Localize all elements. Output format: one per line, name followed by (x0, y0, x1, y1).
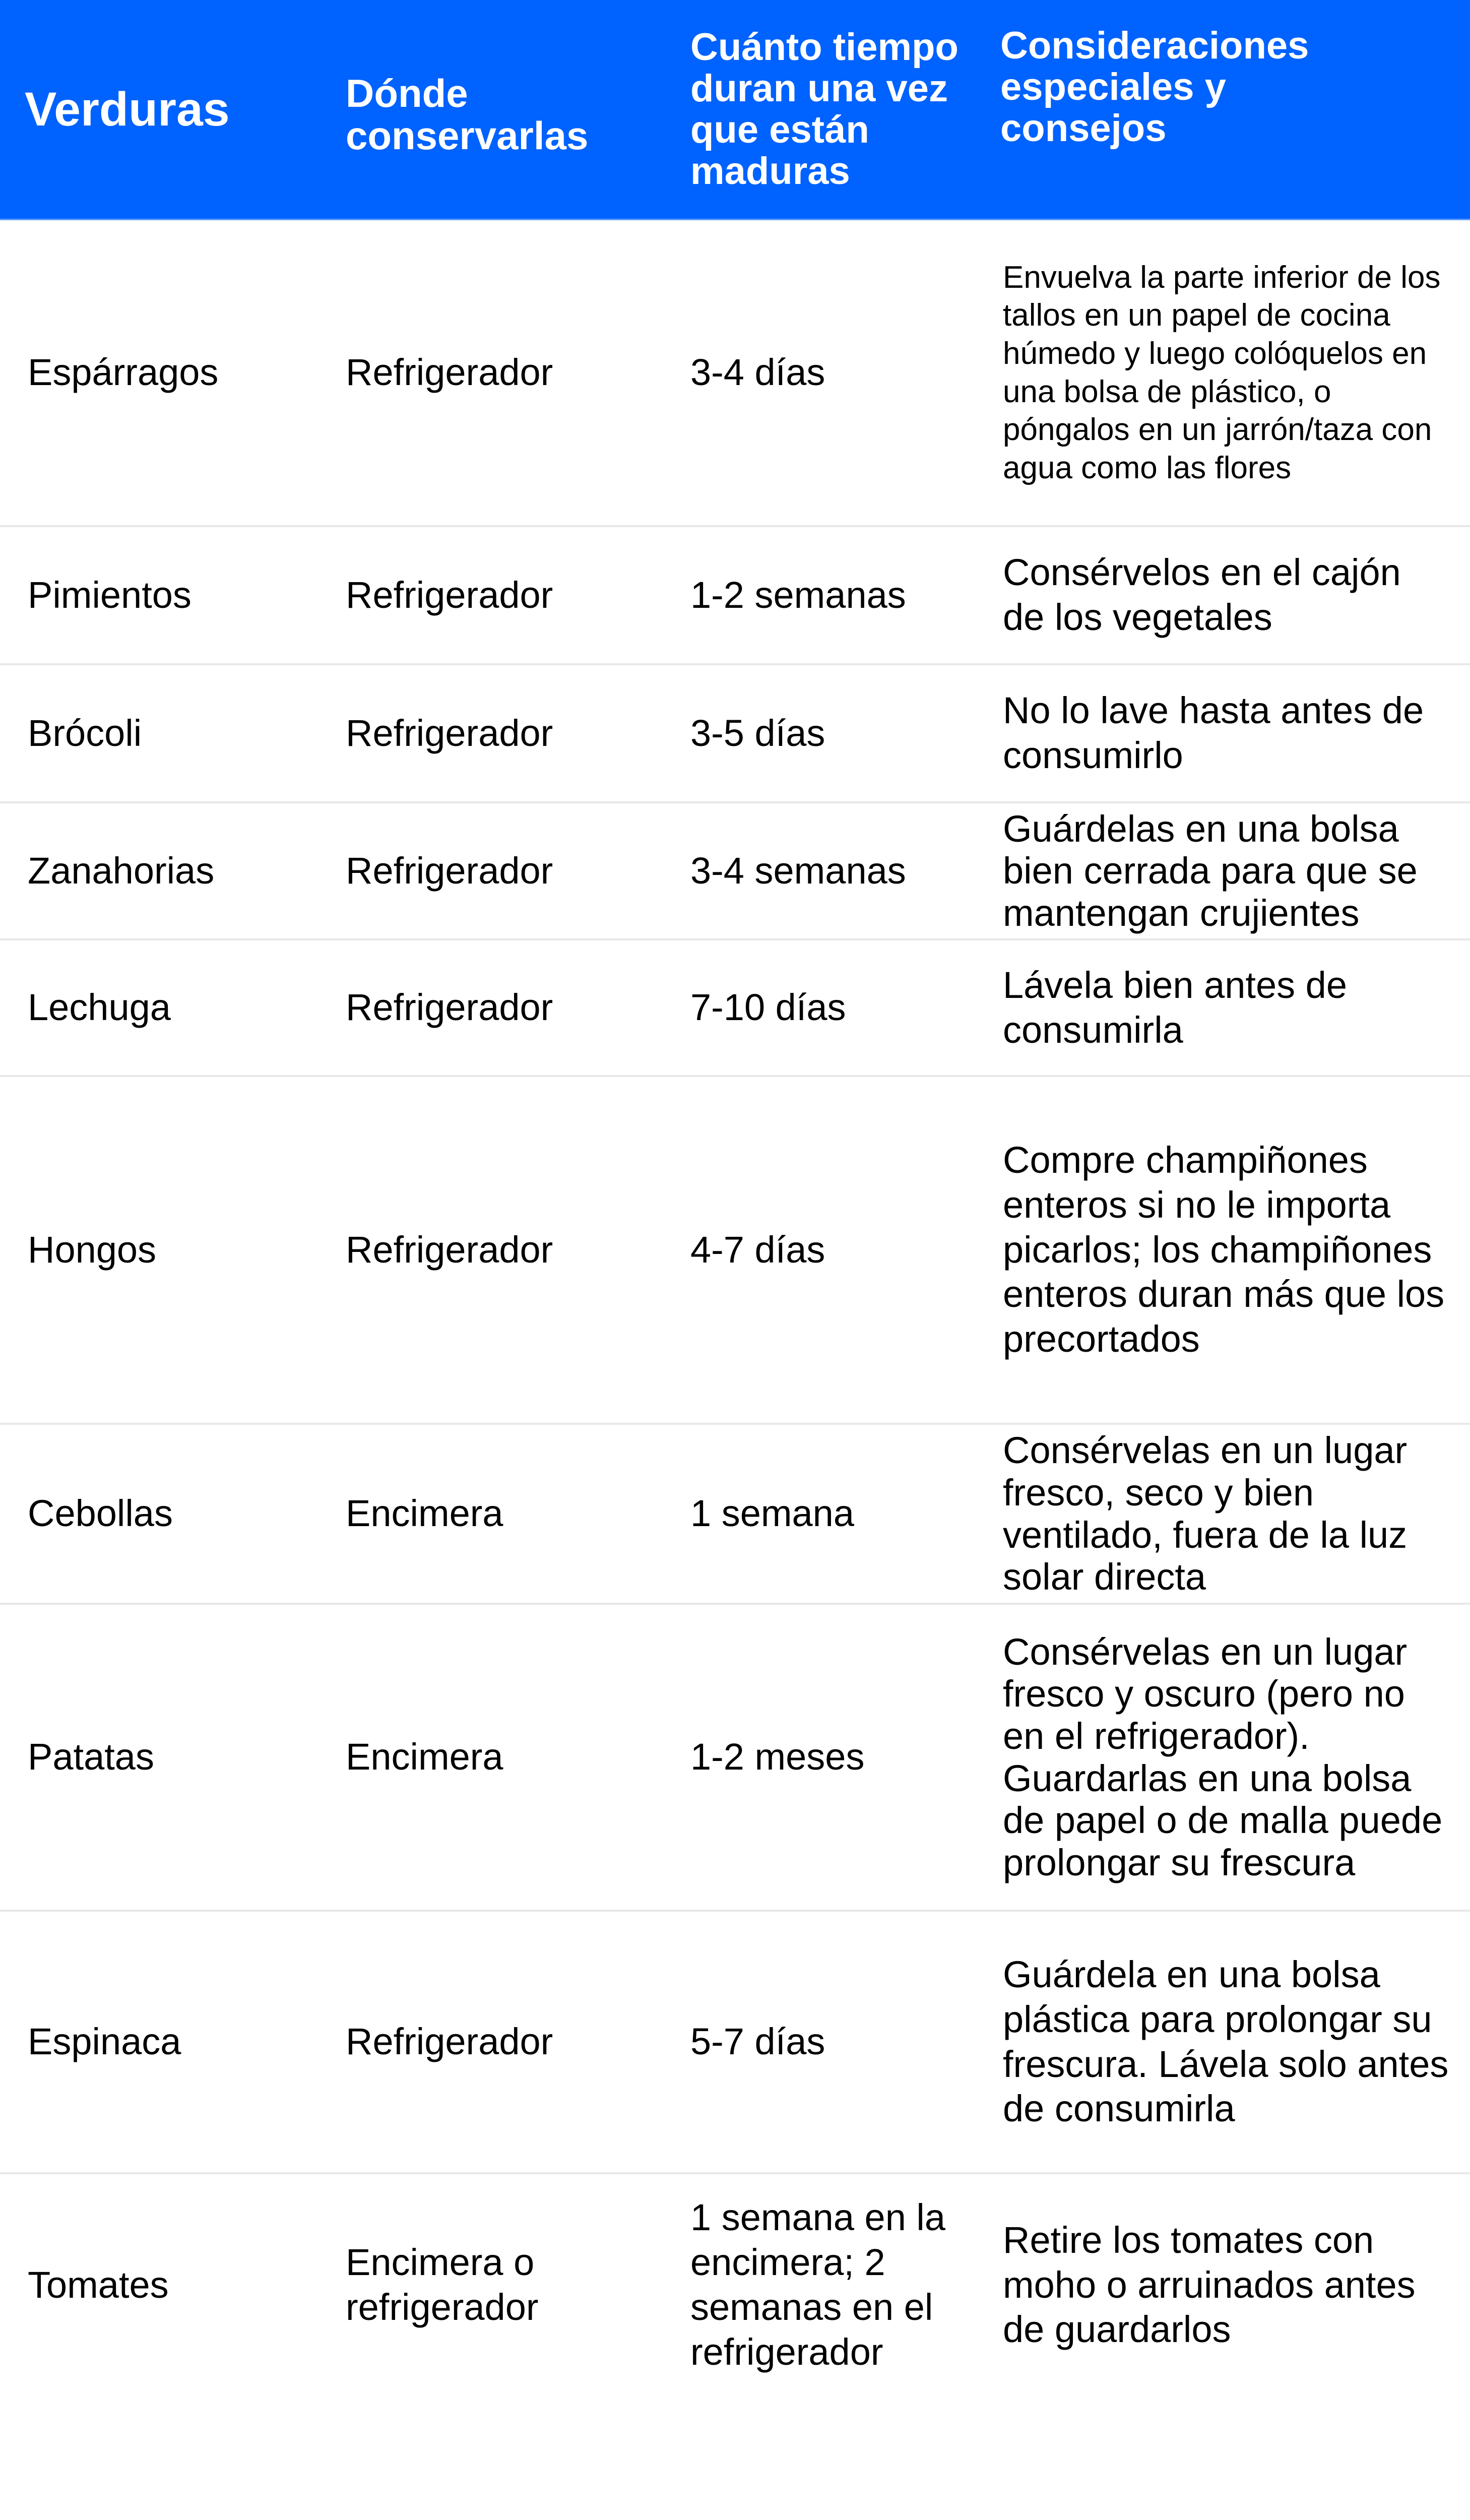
cell-tips: Guárdela en una bolsa plástica para prolongar su frescura. Lávela solo antes de consumirla (1003, 1953, 1449, 2130)
cell-vegetable: Hongos (28, 1228, 157, 1271)
cell-duration: 3-5 días (690, 712, 825, 754)
cell-duration: 3-4 días (690, 351, 825, 394)
cell-tips: Compre champiñones enteros si no le importa picarlos; los champiñones enteros duran más que los precortados (1003, 1139, 1445, 1360)
cell-vegetable: Pimientos (28, 574, 191, 616)
cell-duration: 1 semana en la encimera; 2 semanas en el refrigerador (690, 2196, 946, 2373)
cell-duration: 3-4 semanas (690, 849, 906, 892)
table-row (0, 220, 1470, 527)
cell-storage: Refrigerador (346, 986, 553, 1029)
cell-tips: Retire los tomates con moho o arruinados antes de guardarlos (1003, 2219, 1416, 2351)
cell-duration: 1 semana (690, 1492, 854, 1535)
cell-tips: Consérvelas en un lugar fresco y oscuro (pero no en el refrigerador). Guardarlas en una bolsa de papel o de malla puede prolongar su frescura (1003, 1630, 1443, 1883)
cell-storage: Refrigerador (346, 712, 553, 754)
cell-storage: Encimera o refrigerador (346, 2241, 539, 2328)
table-row (0, 2174, 1470, 2396)
cell-vegetable: Tomates (28, 2263, 169, 2306)
cell-storage: Encimera (346, 1736, 503, 1778)
cell-duration: 1-2 semanas (690, 574, 906, 616)
table-row (0, 1077, 1470, 1425)
cell-vegetable: Patatas (28, 1736, 154, 1778)
header-label: Verduras (25, 82, 230, 136)
table-row (0, 803, 1470, 940)
cell-storage: Refrigerador (346, 849, 553, 892)
table-row (0, 1605, 1470, 1912)
header-vegetables (0, 0, 318, 219)
header-label: Cuánto tiempo duran una vez que están maduras (690, 25, 958, 193)
cell-storage: Refrigerador (346, 2021, 553, 2063)
cell-vegetable: Zanahorias (28, 849, 215, 892)
cell-duration: 7-10 días (690, 986, 846, 1029)
cell-tips: Lávela bien antes de consumirla (1003, 964, 1347, 1051)
cell-vegetable: Lechuga (28, 986, 171, 1029)
cell-tips: Envuelva la parte inferior de los tallos en un papel de cocina húmedo y luego colóquelos en una bolsa de plástico, o póngalos en un jarrón/taza con agua como las flores (1003, 260, 1441, 485)
cell-storage: Refrigerador (346, 1228, 553, 1271)
cell-duration: 4-7 días (690, 1228, 825, 1271)
table-row (0, 527, 1470, 665)
cell-vegetable: Cebollas (28, 1492, 173, 1535)
header-where-to-store (318, 0, 663, 219)
cell-tips: Consérvelas en un lugar fresco, seco y bien ventilado, fuera de la luz solar directa (1003, 1429, 1408, 1598)
cell-duration: 5-7 días (690, 2021, 825, 2063)
table-row (0, 665, 1470, 803)
cell-vegetable: Espinaca (28, 2021, 181, 2063)
table-row (0, 1912, 1470, 2174)
cell-tips: Guárdelas en una bolsa bien cerrada para que se mantengan crujientes (1003, 807, 1418, 934)
cell-storage: Encimera (346, 1492, 503, 1535)
cell-vegetable: Espárragos (28, 351, 219, 394)
cell-storage: Refrigerador (346, 574, 553, 616)
table-row (0, 1425, 1470, 1605)
cell-duration: 1-2 meses (690, 1736, 865, 1778)
header-tips (975, 0, 1470, 219)
cell-tips: No lo lave hasta antes de consumirlo (1003, 689, 1424, 776)
table-row (0, 940, 1470, 1077)
header-label: Consideraciones especiales y consejos (1000, 24, 1309, 150)
header-how-long (663, 0, 975, 219)
cell-storage: Refrigerador (346, 351, 553, 394)
header-label: Dónde conservarlas (346, 71, 589, 158)
cell-tips: Consérvelos en el cajón de los vegetales (1003, 551, 1401, 638)
table-header-row (0, 0, 1470, 220)
cell-vegetable: Brócoli (28, 712, 142, 754)
